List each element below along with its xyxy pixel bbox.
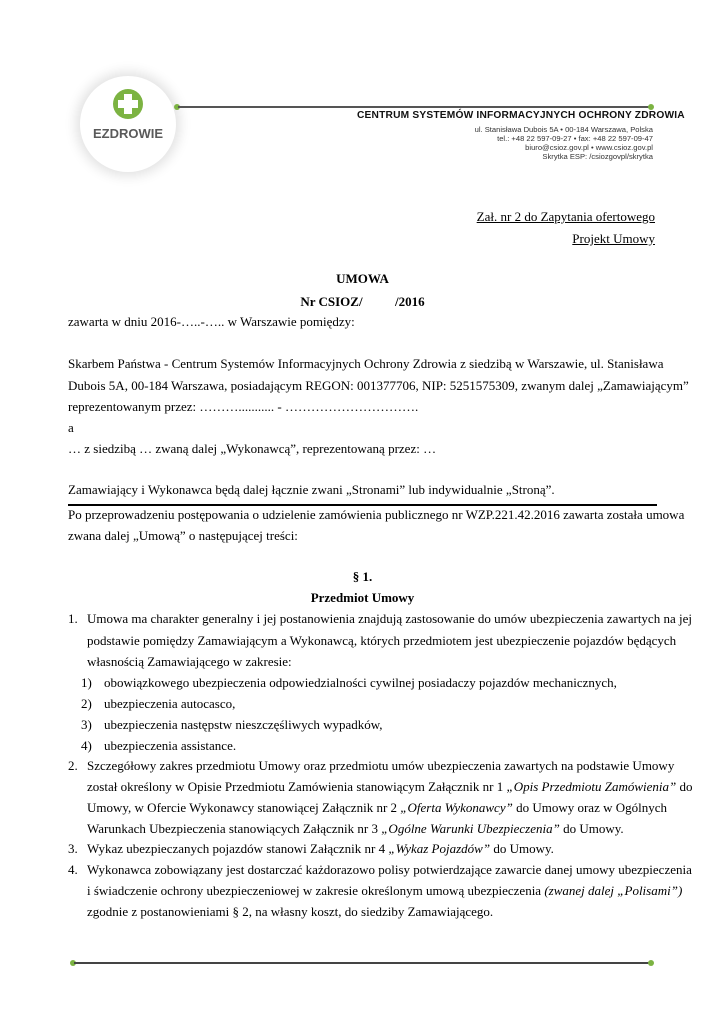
subitem-text: obowiązkowego ubezpieczenia odpowiedzialności cywilnej posiadaczy pojazdów mechanicznych, <box>104 675 617 690</box>
item2-line4-end: do Umowy. <box>559 821 624 836</box>
item2-number: 2. <box>68 758 78 773</box>
item3-end: do Umowy. <box>490 841 554 856</box>
item4-line2-text: i świadczenie ochrony ubezpieczeniowej w zakresie określonym umową ubezpieczenia <box>87 883 545 898</box>
item2-line4-italic: „Ogólne Warunki Ubezpieczenia” <box>381 821 560 836</box>
footer-divider <box>74 962 650 964</box>
item1-line1: Umowa ma charakter generalny i jej postanowienia znajdują zastosowanie do umów ubezpieczenia zawartych na jej <box>87 611 692 626</box>
header-divider <box>178 106 649 108</box>
parties-note: Zamawiający i Wykonawca będą dalej łącznie zwani „Stronami” lub indywidualnie „Stroną”. <box>68 482 555 497</box>
item2-line3 <box>87 800 667 816</box>
section-number: § 1. <box>352 569 373 584</box>
item2-line4-text: Warunkach Ubezpieczenia stanowiących Załącznik nr 3 <box>87 821 382 836</box>
party2-line: … z siedzibą … zwaną dalej „Wykonawcą”, reprezentowaną przez: … <box>68 441 437 456</box>
party1-line1: Skarbem Państwa - Centrum Systemów Informacyjnych Ochrony Zdrowia z siedzibą w Warszawie, ul. Stanisława <box>68 356 664 371</box>
item2-line3-italic: „Oferta Wykonawcy” <box>400 800 513 815</box>
footer-dot-right <box>648 960 654 966</box>
subitem-number: 2) <box>81 696 92 711</box>
email-line: biuro@csioz.gov.pl • www.csioz.gov.pl <box>525 143 653 152</box>
item2-line2-italic: „Opis Przedmiotu Zamówienia” <box>506 779 677 794</box>
concluded-line: zawarta w dniu 2016-…..-….. w Warszawie pomiędzy: <box>68 314 355 329</box>
subitem-number: 4) <box>81 738 92 753</box>
item2-line3-text: Umowy, w Ofercie Wykonawcy stanowiącej Załącznik nr 2 <box>87 800 401 815</box>
intro-line2: zwana dalej „Umową” o następującej treści: <box>68 528 298 543</box>
party1-line3: reprezentowanym przez: ………........... - …………………………. <box>68 399 419 414</box>
draft-label: Projekt Umowy <box>572 231 655 246</box>
item3-italic: „Wykaz Pojazdów” <box>388 841 491 856</box>
attachment-note: Zał. nr 2 do Zapytania ofertowego <box>476 209 655 224</box>
and-text: a <box>68 420 74 435</box>
item3-line <box>87 841 675 857</box>
item1-number: 1. <box>68 611 78 626</box>
item4-number: 4. <box>68 862 78 877</box>
document-title: UMOWA <box>336 271 389 286</box>
item3-text: Wykaz ubezpieczanych pojazdów stanowi Załącznik nr 4 <box>87 841 389 856</box>
separator-line <box>68 504 657 506</box>
item4-line2-italic: (zwanej dalej „Polisami”) <box>544 883 683 898</box>
item3-number: 3. <box>68 841 78 856</box>
logo-text: EZDROWIE <box>92 126 164 141</box>
org-name: CENTRUM SYSTEMÓW INFORMACYJNYCH OCHRONY ZDROWIA <box>357 110 685 121</box>
item2-line2 <box>87 779 693 795</box>
item1-line2: podstawie pomiędzy Zamawiającym a Wykonawcą, których przedmiotem jest ubezpieczenie pojazdów będących <box>87 633 677 648</box>
item4-line2 <box>87 883 683 899</box>
subitem-text: ubezpieczenia assistance. <box>104 738 237 753</box>
intro-line1: Po przeprowadzeniu postępowania o udzielenie zamówienia publicznego nr WZP.221.42.2016 zawarta została umowa <box>68 507 685 522</box>
item2-line1: Szczegółowy zakres przedmiotu Umowy oraz przedmiotu umów ubezpieczenia zawartych na podstawie Umowy <box>87 758 675 773</box>
item2-line2-text: został określony w Opisie Przedmiotu Zamówienia stanowiącym Załącznik nr 1 <box>87 779 507 794</box>
item2-line4 <box>87 821 675 837</box>
subitem-text: ubezpieczenia autocasco, <box>104 696 236 711</box>
contract-number: Nr CSIOZ/ /2016 <box>300 294 425 309</box>
contact-line: tel.: +48 22 597-09-27 • fax: +48 22 597-09-47 <box>497 134 653 143</box>
medical-cross-icon <box>92 86 164 158</box>
section-heading: Przedmiot Umowy <box>310 590 415 605</box>
item4-line3: zgodnie z postanowieniami § 2, na własny koszt, do siedziby Zamawiającego. <box>87 904 494 919</box>
subitem-text: ubezpieczenia następstw nieszczęśliwych wypadków, <box>104 717 383 732</box>
party1-line2: Dubois 5A, 00-184 Warszawa, posiadającym REGON: 001377706, NIP: 5251575309, zwanym dalej „Zamawiającym” <box>68 378 689 393</box>
item4-line1: Wykonawca zobowiązany jest dostarczać każdorazowo polisy potwierdzające zawarcie danej umowy ubezpieczenia <box>87 862 692 877</box>
item2-line2-end: do <box>676 779 693 794</box>
item1-line3: własnością Zamawiającego w zakresie: <box>87 654 292 669</box>
subitem-number: 1) <box>81 675 92 690</box>
logo <box>80 76 176 172</box>
item2-line3-end: do Umowy oraz w Ogólnych <box>512 800 667 815</box>
subitem-number: 3) <box>81 717 92 732</box>
esp-line: Skrytka ESP: /csiozgovpl/skrytka <box>542 152 653 161</box>
address-line: ul. Stanisława Dubois 5A • 00-184 Warszawa, Polska <box>474 125 653 134</box>
